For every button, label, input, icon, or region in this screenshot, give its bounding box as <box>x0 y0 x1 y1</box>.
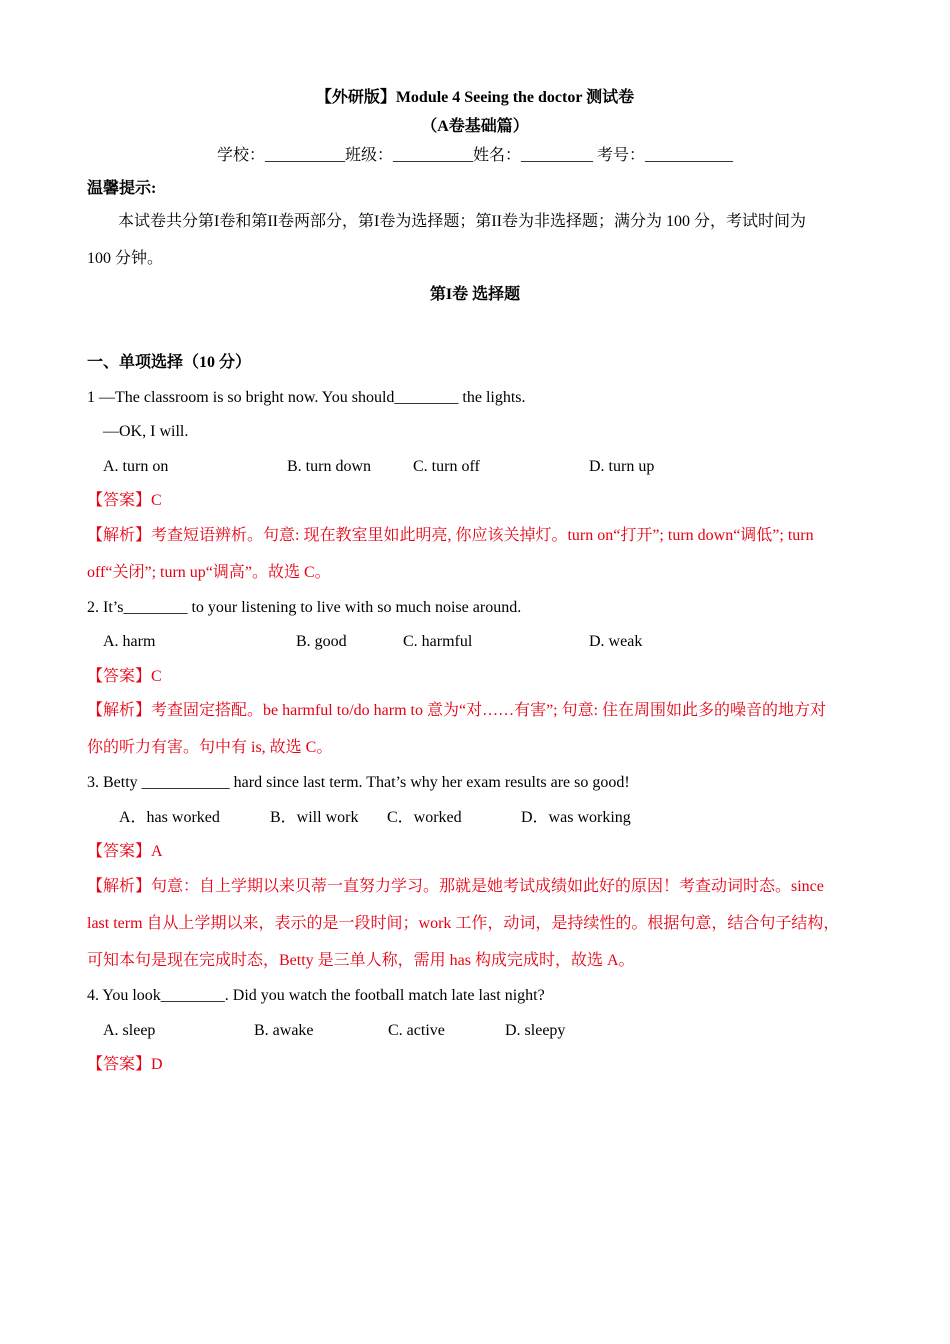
analysis-line1: 【解析】考查固定搭配。be harmful to/do harm to 意为“对……有害”; 句意: 住在周围如此多的噪音的地方对 <box>87 702 827 719</box>
analysis-line2: 你的听力有害。句中有 is, 故选 C。 <box>87 739 333 756</box>
analysis-line1: 【解析】考查短语辨析。句意: 现在教室里如此明亮, 你应该关掉灯。turn on“打开”; turn down“调低”; turn <box>87 527 814 544</box>
document-title: 【外研版】Module 4 Seeing the doctor 测试卷 <box>315 89 635 106</box>
option-b: B. awake <box>254 1022 314 1039</box>
notice-label: 温馨提示: <box>87 180 157 197</box>
answer-label: 【答案】D <box>87 1056 163 1073</box>
option-a: A. harm <box>103 633 156 650</box>
option-c: C．worked <box>387 809 462 826</box>
analysis-line1: 【解析】句意：自上学期以来贝蒂一直努力学习。那就是她考试成绩如此好的原因！考查动词时态。since <box>87 878 824 895</box>
analysis-line3: 可知本句是现在完成时态，Betty 是三单人称，需用 has 构成完成时，故选 A。 <box>87 952 635 969</box>
question-stem: 1 —The classroom is so bright now. You should________ the lights. <box>87 389 526 406</box>
answer-label: 【答案】C <box>87 492 162 509</box>
answer-label: 【答案】C <box>87 668 162 685</box>
analysis-line2: off“关闭”; turn up“调高”。故选 C。 <box>87 564 331 581</box>
option-a: A．has worked <box>119 809 220 826</box>
option-a: A. turn on <box>103 458 169 475</box>
option-c: C. turn off <box>413 458 480 475</box>
question-stem: 2. It’s________ to your listening to live with so much noise around. <box>87 599 522 616</box>
notice-text-line2: 100 分钟。 <box>87 250 164 267</box>
analysis-line2: last term 自从上学期以来，表示的是一段时间；work 工作，动词，是持续性的。根据句意，结合句子结构， <box>87 915 840 932</box>
option-b: B. good <box>296 633 347 650</box>
option-c: C. active <box>388 1022 445 1039</box>
option-d: D. sleepy <box>505 1022 566 1039</box>
option-b: B．will work <box>270 809 359 826</box>
student-info-line: 学校：__________班级：__________姓名：_________ 考号：___________ <box>216 147 733 164</box>
answer-label: 【答案】A <box>87 843 163 860</box>
option-d: D. turn up <box>589 458 655 475</box>
document-subtitle: （A卷基础篇） <box>421 118 529 135</box>
question-stem-reply: —OK, I will. <box>103 423 189 440</box>
section-title: 一、单项选择（10 分） <box>87 354 252 371</box>
option-b: B. turn down <box>287 458 371 475</box>
option-d: D．was working <box>521 809 631 826</box>
option-c: C. harmful <box>403 633 473 650</box>
part1-title: 第I卷 选择题 <box>429 286 521 303</box>
question-stem: 4. You look________. Did you watch the football match late last night? <box>87 987 545 1004</box>
option-a: A. sleep <box>103 1022 156 1039</box>
option-d: D. weak <box>589 633 643 650</box>
question-stem: 3. Betty ___________ hard since last term. That’s why her exam results are so good! <box>87 774 630 791</box>
notice-text-line1: 本试卷共分第I卷和第II卷两部分，第I卷为选择题；第II卷为非选择题；满分为 100 分，考试时间为 <box>118 213 806 230</box>
